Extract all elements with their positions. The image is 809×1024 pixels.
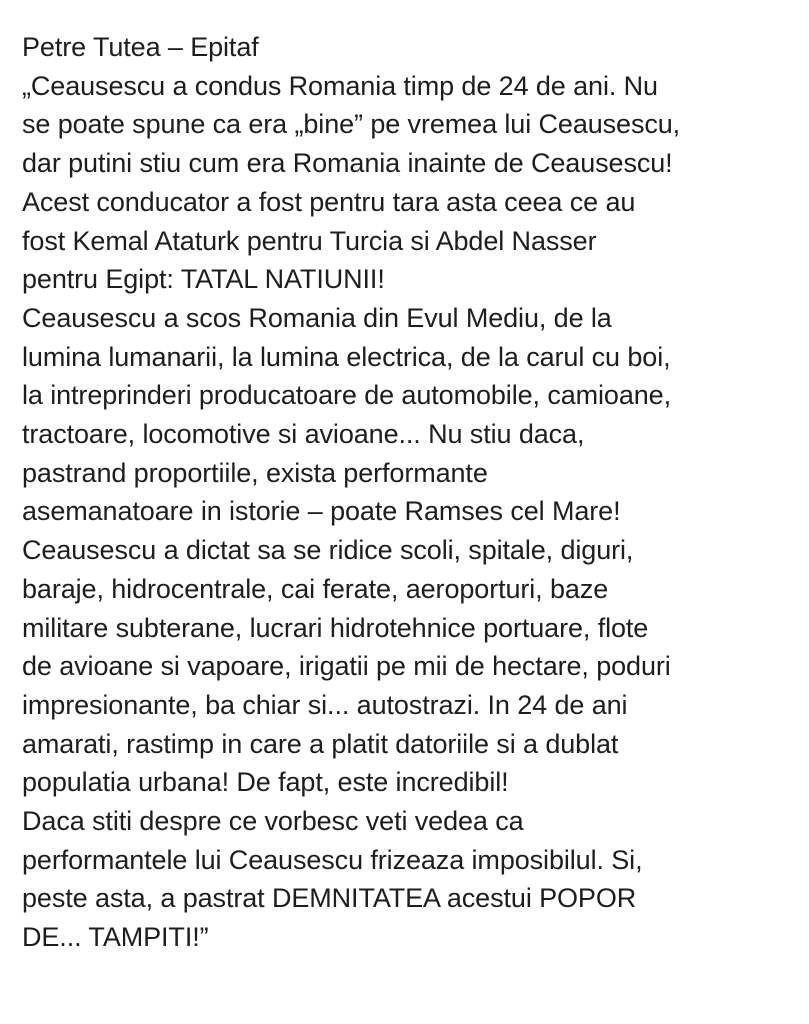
- text-line: asemanatoare in istorie – poate Ramses cel Mare!: [22, 496, 621, 527]
- text-line: Daca stiti despre ce vorbesc veti vedea ca: [22, 806, 524, 837]
- text-line: fost Kemal Ataturk pentru Turcia si Abdel Nasser: [22, 225, 597, 256]
- text-line: DE... TAMPITI!”: [22, 922, 209, 953]
- text-line: baraje, hidrocentrale, cai ferate, aeroporturi, baze: [22, 573, 609, 604]
- text-line: militare subterane, lucrari hidrotehnice portuare, flote: [22, 612, 649, 643]
- post-title: Petre Tutea – Epitaf: [22, 32, 259, 62]
- text-line: populatia urbana! De fapt, este incredibil!: [22, 767, 509, 798]
- text-line: de avioane si vapoare, irigatii pe mii de hectare, poduri: [22, 651, 671, 682]
- text-line: tractoare, locomotive si avioane... Nu stiu daca,: [22, 419, 585, 450]
- text-line: „Ceausescu a condus Romania timp de 24 de ani. Nu: [22, 70, 658, 101]
- text-line: pastrand proportiile, exista performante: [22, 457, 488, 488]
- text-line: Acest conducator a fost pentru tara asta ceea ce au: [22, 186, 636, 217]
- text-line: performantele lui Ceausescu frizeaza imposibilul. Si,: [22, 844, 643, 875]
- text-line: lumina lumanarii, la lumina electrica, de la carul cu boi,: [22, 341, 671, 372]
- text-line: Ceausescu a scos Romania din Evul Mediu, de la: [22, 302, 612, 333]
- text-line: Ceausescu a dictat sa se ridice scoli, spitale, diguri,: [22, 535, 634, 566]
- text-line: peste asta, a pastrat DEMNITATEA acestui POPOR: [22, 883, 637, 914]
- text-line: se poate spune ca era „bine” pe vremea lui Ceausescu,: [22, 109, 681, 140]
- post-text: [22, 28, 802, 957]
- text-line: impresionante, ba chiar si... autostrazi. In 24 de ani: [22, 689, 628, 720]
- text-line: la intreprinderi producatoare de automobile, camioane,: [22, 380, 671, 411]
- text-line: dar putini stiu cum era Romania inainte de Ceausescu!: [22, 148, 673, 179]
- text-line: amarati, rastimp in care a platit datoriile si a dublat: [22, 728, 619, 759]
- text-line: pentru Egipt: TATAL NATIUNII!: [22, 264, 385, 295]
